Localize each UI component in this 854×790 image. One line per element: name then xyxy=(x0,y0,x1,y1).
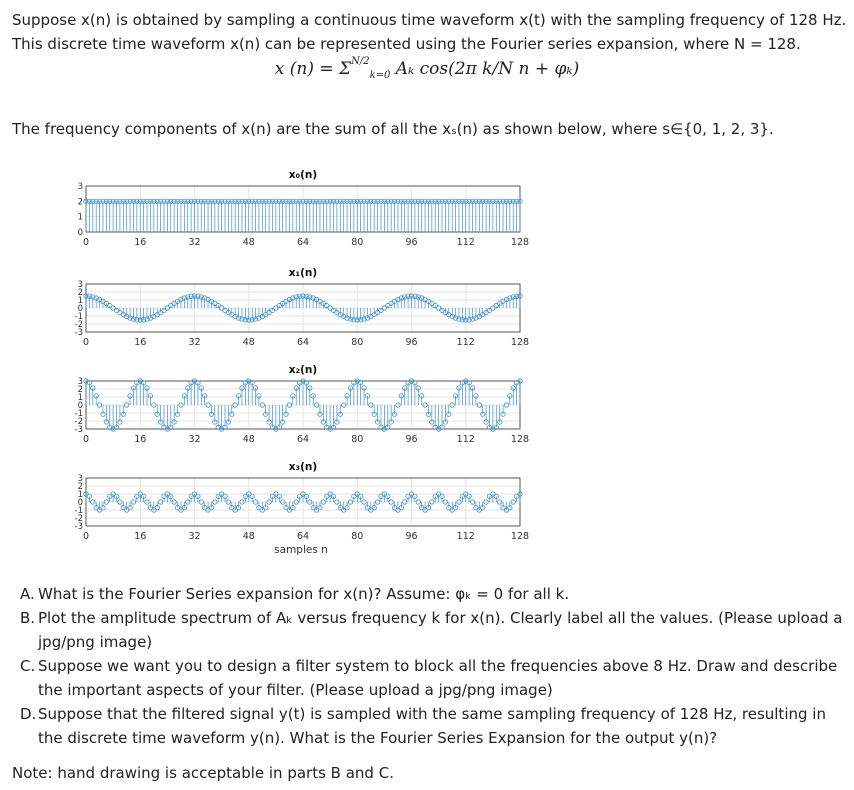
x-tick-label: 80 xyxy=(351,531,364,542)
formula-lhs: x (n) = xyxy=(274,59,340,79)
x-tick-label: 64 xyxy=(296,531,310,542)
y-tick-label: 3 xyxy=(77,280,83,290)
y-tick-label: 3 xyxy=(77,474,83,484)
x-tick-label: 128 xyxy=(510,337,530,348)
x-tick-label: 0 xyxy=(82,337,90,348)
x-tick-label: 128 xyxy=(510,531,530,542)
x-tick-label: 0 xyxy=(82,531,90,542)
y-tick-label: -1 xyxy=(74,506,83,516)
formula-lower-limit: k=0 xyxy=(369,70,391,81)
question-letter: A. xyxy=(20,585,35,603)
y-tick-label: 0 xyxy=(77,304,83,314)
y-tick-label: 3 xyxy=(77,182,83,192)
x-tick-label: 0 xyxy=(82,237,90,248)
y-tick-label: -3 xyxy=(74,522,83,532)
formula-sum: Σ xyxy=(339,59,352,79)
intro-line-2: This discrete time waveform x(n) can be represented using the Fourier series expansion, where N = 128. xyxy=(12,35,801,53)
plot-panel-3 xyxy=(75,461,530,556)
x-tick-label: 96 xyxy=(405,237,418,248)
x-tick-label: 80 xyxy=(351,434,364,445)
y-tick-label: -1 xyxy=(74,409,83,419)
x-tick-label: 32 xyxy=(188,237,201,248)
formula-term: Aₖ cos(2π k/N n + φₖ) xyxy=(390,59,580,79)
x-tick-label: 0 xyxy=(82,434,90,445)
stem-plots xyxy=(0,160,854,560)
x-tick-label: 48 xyxy=(242,434,255,445)
plot-title: x₀(n) xyxy=(288,169,318,181)
x-tick-label: 48 xyxy=(242,237,255,248)
y-tick-label: 2 xyxy=(77,482,83,492)
y-tick-label: 1 xyxy=(77,296,83,306)
question-c xyxy=(20,654,850,702)
y-tick-label: 2 xyxy=(77,385,83,395)
y-tick-label: -2 xyxy=(74,514,83,524)
x-tick-label: 112 xyxy=(456,434,475,445)
components-text: The frequency components of x(n) are the sum of all the xₛ(n) as shown below, where s∈{0, 1, 2, 3}. xyxy=(12,120,774,138)
x-tick-label: 112 xyxy=(456,337,475,348)
y-tick-label: 0 xyxy=(77,228,83,238)
plot-title: x₃(n) xyxy=(288,461,318,473)
x-tick-label: 96 xyxy=(405,531,418,542)
plot-panel-0 xyxy=(78,169,529,248)
question-letter: C. xyxy=(20,657,36,675)
y-tick-label: -3 xyxy=(74,425,83,435)
y-tick-label: -1 xyxy=(74,312,83,322)
formula-upper-limit: N/2 xyxy=(351,56,370,67)
question-text: Suppose we want you to design a filter system to block all the frequencies above 8 Hz. Draw and describe the important aspects of your filter. (Please upload a jpg/png image) xyxy=(38,657,838,699)
note: Note: hand drawing is acceptable in parts B and C. xyxy=(12,764,394,782)
y-tick-label: 1 xyxy=(77,212,83,223)
y-tick-label: 1 xyxy=(77,393,83,403)
question-a xyxy=(20,582,850,606)
y-tick-label: 0 xyxy=(77,498,83,508)
plot-title: x₁(n) xyxy=(288,267,318,279)
x-tick-label: 32 xyxy=(188,434,201,445)
x-tick-label: 112 xyxy=(456,531,475,542)
x-tick-label: 16 xyxy=(134,434,147,445)
plot-panel-1 xyxy=(75,267,530,348)
plot-panel-2 xyxy=(75,364,530,445)
question-text: Suppose that the filtered signal y(t) is sampled with the same sampling frequency of 128 Hz, resulting in the discrete time waveform y(n). What is the Fourier Series Expansion for the output y(n)? xyxy=(38,705,826,747)
x-tick-label: 80 xyxy=(351,337,364,348)
question-b xyxy=(20,606,850,654)
x-tick-label: 48 xyxy=(242,337,255,348)
x-tick-label: 64 xyxy=(296,237,310,248)
x-tick-label: 16 xyxy=(134,337,147,348)
x-tick-label: 16 xyxy=(134,237,147,248)
y-tick-label: -2 xyxy=(74,417,83,427)
question-text: Plot the amplitude spectrum of Aₖ versus frequency k for x(n). Clearly label all the values. (Please upload a jpg/png image) xyxy=(38,609,843,651)
y-tick-label: -2 xyxy=(74,320,83,330)
x-tick-label: 112 xyxy=(456,237,475,248)
x-tick-label: 16 xyxy=(134,531,147,542)
y-tick-label: 2 xyxy=(77,288,83,298)
question-letter: D. xyxy=(20,705,37,723)
x-tick-label: 32 xyxy=(188,531,201,542)
y-tick-label: 2 xyxy=(77,197,83,208)
x-tick-label: 48 xyxy=(242,531,255,542)
intro-line-1: Suppose x(n) is obtained by sampling a continuous time waveform x(t) with the sampling frequency of 128 Hz. xyxy=(12,11,847,29)
y-tick-label: 1 xyxy=(77,490,83,500)
x-tick-label: 80 xyxy=(351,237,364,248)
fourier-formula xyxy=(0,56,854,81)
question-d xyxy=(20,702,850,750)
x-axis-label: samples n xyxy=(274,544,328,556)
x-tick-label: 64 xyxy=(296,337,310,348)
x-tick-label: 128 xyxy=(510,434,530,445)
plot-title: x₂(n) xyxy=(288,364,318,376)
y-tick-label: 0 xyxy=(77,401,83,411)
question-text: What is the Fourier Series expansion for x(n)? Assume: φₖ = 0 for all k. xyxy=(38,585,570,603)
question-list xyxy=(20,582,850,750)
x-tick-label: 32 xyxy=(188,337,201,348)
x-tick-label: 64 xyxy=(296,434,310,445)
y-tick-label: -3 xyxy=(74,328,83,338)
x-tick-label: 96 xyxy=(405,337,418,348)
y-tick-label: 3 xyxy=(77,377,83,387)
x-tick-label: 96 xyxy=(405,434,418,445)
question-letter: B. xyxy=(20,609,36,627)
x-tick-label: 128 xyxy=(510,237,530,248)
